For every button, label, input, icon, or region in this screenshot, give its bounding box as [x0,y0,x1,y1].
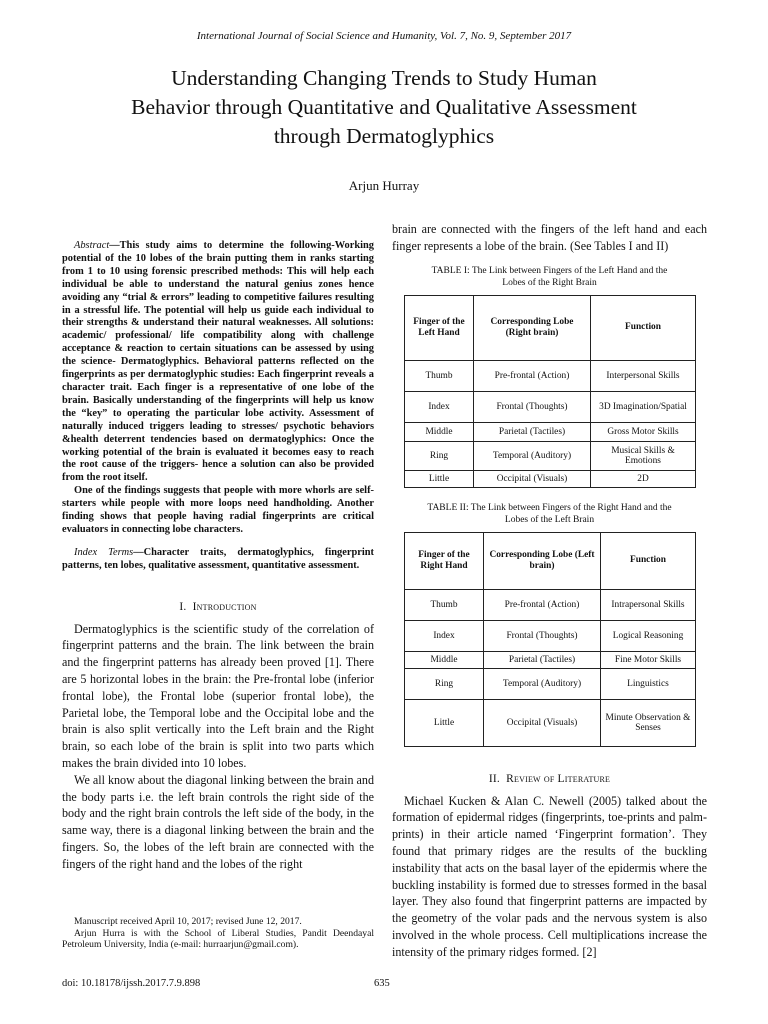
table-cell: Thumb [405,589,484,620]
table-header-row [405,295,696,360]
table-cell: 3D Imagination/Spatial [591,391,696,422]
table-cell: Fine Motor Skills [601,651,696,668]
table1-caption [392,265,707,289]
table-cell: Temporal (Auditory) [474,441,591,470]
intro-paragraph-2: We all know about the diagonal linking between the brain and the body parts i.e. the left brain controls the right side of the body and the right brain controls the left side of the body, in the same way, there is a diagonal linking between the brain and the fingers. So, the lobes of the left brain are connected with the fingers of the right hand and the lobes of the right [62,772,374,871]
table-cell: Linguistics [601,668,696,699]
table-cell: Middle [405,422,474,441]
table-row [405,441,696,470]
table-header-cell: Finger of the Left Hand [405,295,474,360]
index-terms-text: —Character traits, dermatoglyphics, fingerprint patterns, ten lobes, qualitative assessment, quantitative assessment. [62,546,374,571]
table-row [405,589,696,620]
table-header-cell: Function [601,532,696,589]
table2-caption [392,502,707,526]
table-cell: Middle [405,651,484,668]
left-column [62,240,374,873]
table-cell: Little [405,699,484,746]
page-number: 635 [374,978,390,989]
table-cell: Frontal (Thoughts) [474,391,591,422]
abstract-text: —This study aims to determine the following-Working potential of the 10 lobes of the brain putting them in ranks starting from 1 to 10 using forensic prescribed methods: This will help each individual be able to understand the natural genius zones hence avoiding any “trial & errors” leading to competitive failures resulting in a stressful life. The potential will help us guide each individual to their strengths & understand their natural weaknesses. All solutions: academic/ professional/ life compatibility along with challenge acceptance & reaction to certain situations can be assessed by using the science- Dermatoglyphics. Behavioral patterns reflected on the fingerprints as per dermatoglyphic studies: Each fingerprint reveals a character trait. Each finger is a representative of one lobe of the brain. Basically understanding of the fingerprints will help us know the “key” to operating the particular lobe activity. Assessment of naturally induced triggers leading to stresses/ psychotic behaviors &health deterrent tendencies based on dermatoglyphics: Once the working potential of the brain is evaluated it becomes easy to reach the root cause of the triggers- hence a solution can also be provided from the root itself. [62,240,374,484]
review-paragraph-1: Michael Kucken & Alan C. Newell (2005) talked about the formation of epidermal ridges (fingerprints, toe-prints and palm-prints) in their article named ‘Fingerprint formation’. They found that primary ridges are the results of the buckling instability that acts on the basal layer of the epidermis where the buckling instability is formed due to stresses formed in the basal layer. They also found that fingerprint patterns are impacted by the geometry of the volar pads and the nervous system is also involved in the whole process. Cell multiplications increase the intensity of the primary ridges formed. [2] [392,793,707,959]
table-row [405,422,696,441]
table-header-cell: Corresponding Lobe (Left brain) [484,532,601,589]
table-cell: Occipital (Visuals) [474,470,591,487]
caption-line: TABLE I: The Link between Fingers of the Left Hand and the [431,265,668,276]
section-heading-introduction [62,601,374,613]
table-cell: Frontal (Thoughts) [484,620,601,651]
index-terms-label: Index Terms [74,546,134,558]
footnote [62,916,374,951]
table-cell: Ring [405,668,484,699]
table-cell: Little [405,470,474,487]
abstract-findings: One of the findings suggests that people with more whorls are self-starters while people with more loops need handholding. Another finding shows that people having radial fingerprints are critical evaluators in connecting lobe characters. [62,485,374,535]
index-terms [62,547,374,573]
caption-line: TABLE II: The Link between Fingers of the Right Hand and the [427,502,672,513]
section-heading-review [392,773,707,785]
table-cell: Interpersonal Skills [591,360,696,391]
table-cell: Logical Reasoning [601,620,696,651]
table-cell: Ring [405,441,474,470]
intro-paragraph-3: brain are connected with the fingers of the left hand and each finger represents a lobe of the brain. (See Tables I and II) [392,222,707,253]
table-cell: 2D [591,470,696,487]
table-cell: Temporal (Auditory) [484,668,601,699]
title-line: Behavior through Quantitative and Qualitative Assessment [131,95,637,119]
paper-title [80,64,688,151]
table-row [405,699,696,746]
table-cell: Parietal (Tactiles) [484,651,601,668]
title-line: Understanding Changing Trends to Study Human [171,66,597,90]
table-cell: Thumb [405,360,474,391]
table-row [405,360,696,391]
table-cell: Intrapersonal Skills [601,589,696,620]
table-header-cell: Function [591,295,696,360]
abstract [62,240,374,485]
table-cell: Pre-frontal (Action) [474,360,591,391]
table-row [405,620,696,651]
right-column [392,221,707,961]
table-cell: Gross Motor Skills [591,422,696,441]
table-row [405,391,696,422]
section-title: Introduction [192,600,257,613]
table-cell: Occipital (Visuals) [484,699,601,746]
table-cell: Index [405,391,474,422]
title-line: through Dermatoglyphics [273,124,495,148]
table-header-row [405,532,696,589]
table-cell: Pre-frontal (Action) [484,589,601,620]
doi: doi: 10.18178/ijssh.2017.7.9.898 [62,978,201,989]
footnote-affiliation: Arjun Hurra is with the School of Liberal Studies, Pandit Deendayal Petroleum University, India (e-mail: hurraarjun@gmail.com). [62,927,374,951]
table-row [405,668,696,699]
journal-header: International Journal of Social Science and Humanity, Vol. 7, No. 9, September 2017 [196,30,572,42]
table-row [405,470,696,487]
table-cell: Index [405,620,484,651]
author-name: Arjun Hurray [348,178,420,193]
section-number: I. [179,600,187,613]
table-cell: Minute Observation & Senses [601,699,696,746]
section-number: II. [488,772,500,785]
footnote-received: Manuscript received April 10, 2017; revised June 12, 2017. [74,916,302,927]
caption-line: Lobes of the Right Brain [502,277,597,288]
table-header-cell: Finger of the Right Hand [405,532,484,589]
intro-paragraph-1: Dermatoglyphics is the scientific study of the correlation of fingerprint patterns and the brain. The link between the brain and the fingerprint patterns has already been proved [1]. There are 5 horizontal lobes in the brain: the Pre-frontal lobe (inferior frontal lobe), the Frontal lobe (superior frontal lobe), the Parietal lobe, the Temporal lobe and the Occipital lobe and the brain is also split vertically into the Left brain and the Right brain, so each lobe of the brain is split into two parts which makes the brain divided into 10 lobes. [62,621,374,771]
table-header-cell: Corresponding Lobe (Right brain) [474,295,591,360]
table-cell: Parietal (Tactiles) [474,422,591,441]
table-row [405,651,696,668]
table1 [404,295,696,488]
table-cell: Musical Skills & Emotions [591,441,696,470]
abstract-label: Abstract [74,240,110,251]
table2 [404,532,696,747]
caption-line: Lobes of the Left Brain [504,514,595,525]
section-title: Review of Literature [506,772,611,785]
